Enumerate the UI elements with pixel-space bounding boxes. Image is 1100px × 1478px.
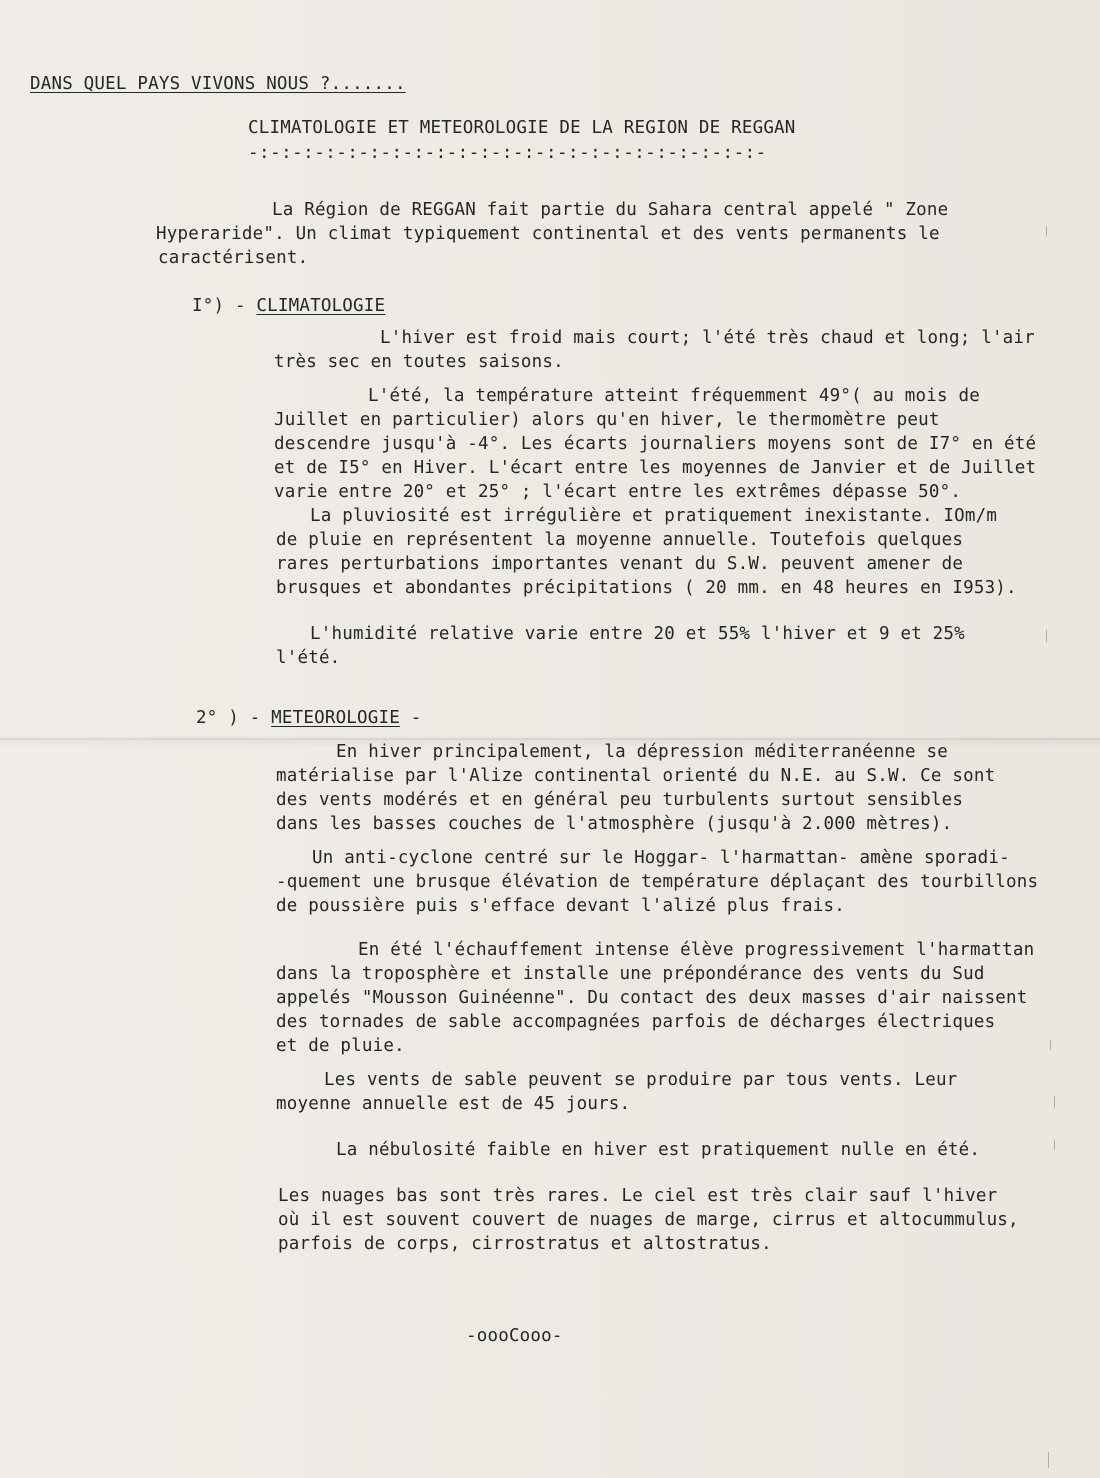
section1-line: très sec en toutes saisons. (274, 352, 564, 372)
section2-line: de poussière puis s'efface devant l'alizé plus frais. (276, 896, 846, 916)
section2-line: En hiver principalement, la dépression méditerranéenne se (336, 742, 948, 762)
margin-mark (1054, 1096, 1055, 1108)
margin-mark (1050, 1040, 1051, 1050)
header-question: DANS QUEL PAYS VIVONS NOUS ?....... (30, 74, 406, 94)
section1-line: Juillet en particulier) alors qu'en hiver, le thermomètre peut (274, 410, 940, 430)
section1-line: rares perturbations importantes venant du S.W. peuvent amener de (276, 554, 964, 574)
section2-line: moyenne annuelle est de 45 jours. (276, 1094, 631, 1114)
margin-mark (1048, 1452, 1049, 1468)
section1-line: l'été. (276, 648, 341, 668)
section2-line: parfois de corps, cirrostratus et altostratus. (278, 1234, 772, 1254)
document-title: CLIMATOLOGIE ET METEOROLOGIE DE LA REGION DE REGGAN (248, 118, 796, 138)
section1-title: CLIMATOLOGIE (256, 296, 386, 316)
intro-line: Hyperaride". Un climat typiquement continental et des vents permanents le (156, 224, 940, 244)
section2-line: Les nuages bas sont très rares. Le ciel est très clair sauf l'hiver (278, 1186, 998, 1206)
section1-line: L'été, la température atteint fréquemment 49°( au mois de (368, 386, 980, 406)
margin-mark (1046, 630, 1047, 642)
section2-title: METEOROLOGIE (271, 708, 400, 728)
section2-line: et de pluie. (276, 1036, 405, 1056)
section1-line: varie entre 20° et 25° ; l'écart entre les extrêmes dépasse 50°. (274, 482, 962, 502)
section1-line: L'humidité relative varie entre 20 et 55% l'hiver et 9 et 25% (310, 624, 965, 644)
section2-line: des tornades de sable accompagnées parfois de décharges électriques (276, 1012, 996, 1032)
section2-number: 2° ) - (196, 708, 272, 728)
end-mark: -oooCooo- (466, 1326, 563, 1346)
section1-line: brusques et abondantes précipitations ( 20 mm. en 48 heures en I953). (276, 578, 1017, 598)
intro-line: caractérisent. (158, 248, 309, 268)
section1-line: L'hiver est froid mais court; l'été très chaud et long; l'air (380, 328, 1035, 348)
section2-line: -quement une brusque élévation de température déplaçant des tourbillons (276, 872, 1039, 892)
section2-line: matérialise par l'Alize continental orienté du N.E. au S.W. Ce sont (276, 766, 996, 786)
section2-line: La nébulosité faible en hiver est pratiquement nulle en été. (336, 1140, 981, 1160)
section2-title-suffix: - (400, 708, 422, 728)
section2-heading (196, 706, 421, 730)
section1-line: La pluviosité est irrégulière et pratiquement inexistante. IOm/m (310, 506, 998, 526)
section2-line: Un anti-cyclone centré sur le Hoggar- l'harmattan- amène sporadi- (312, 848, 1010, 868)
intro-line: La Région de REGGAN fait partie du Sahara central appelé " Zone (272, 200, 949, 220)
section2-line: dans la troposphère et installe une prépondérance des vents du Sud (276, 964, 985, 984)
section1-number: I°) - (192, 296, 257, 316)
section1-line: de pluie en représentent la moyenne annuelle. Toutefois quelques (276, 530, 964, 550)
section2-line: Les vents de sable peuvent se produire par tous vents. Leur (324, 1070, 958, 1090)
section2-line: des vents modérés et en général peu turbulents surtout sensibles (276, 790, 964, 810)
margin-mark (1046, 226, 1047, 236)
title-separator: -:-:-:-:-:-:-:-:-:-:-:-:-:-:-:-:-:-:-:-:-:-:-:- (248, 143, 767, 163)
margin-mark (1054, 1140, 1055, 1150)
section1-line: descendre jusqu'à -4°. Les écarts journaliers moyens sont de I7° en été (274, 434, 1037, 454)
section1-line: et de I5° en Hiver. L'écart entre les moyennes de Janvier et de Juillet (274, 458, 1037, 478)
section2-line: En été l'échauffement intense élève progressivement l'harmattan (358, 940, 1035, 960)
section2-line: dans les basses couches de l'atmosphère (jusqu'à 2.000 mètres). (276, 814, 953, 834)
section2-line: appelés "Mousson Guinéenne". Du contact des deux masses d'air naissent (276, 988, 1028, 1008)
section1-heading (192, 294, 385, 318)
section2-line: où il est souvent couvert de nuages de marge, cirrus et altocummulus, (278, 1210, 1019, 1230)
